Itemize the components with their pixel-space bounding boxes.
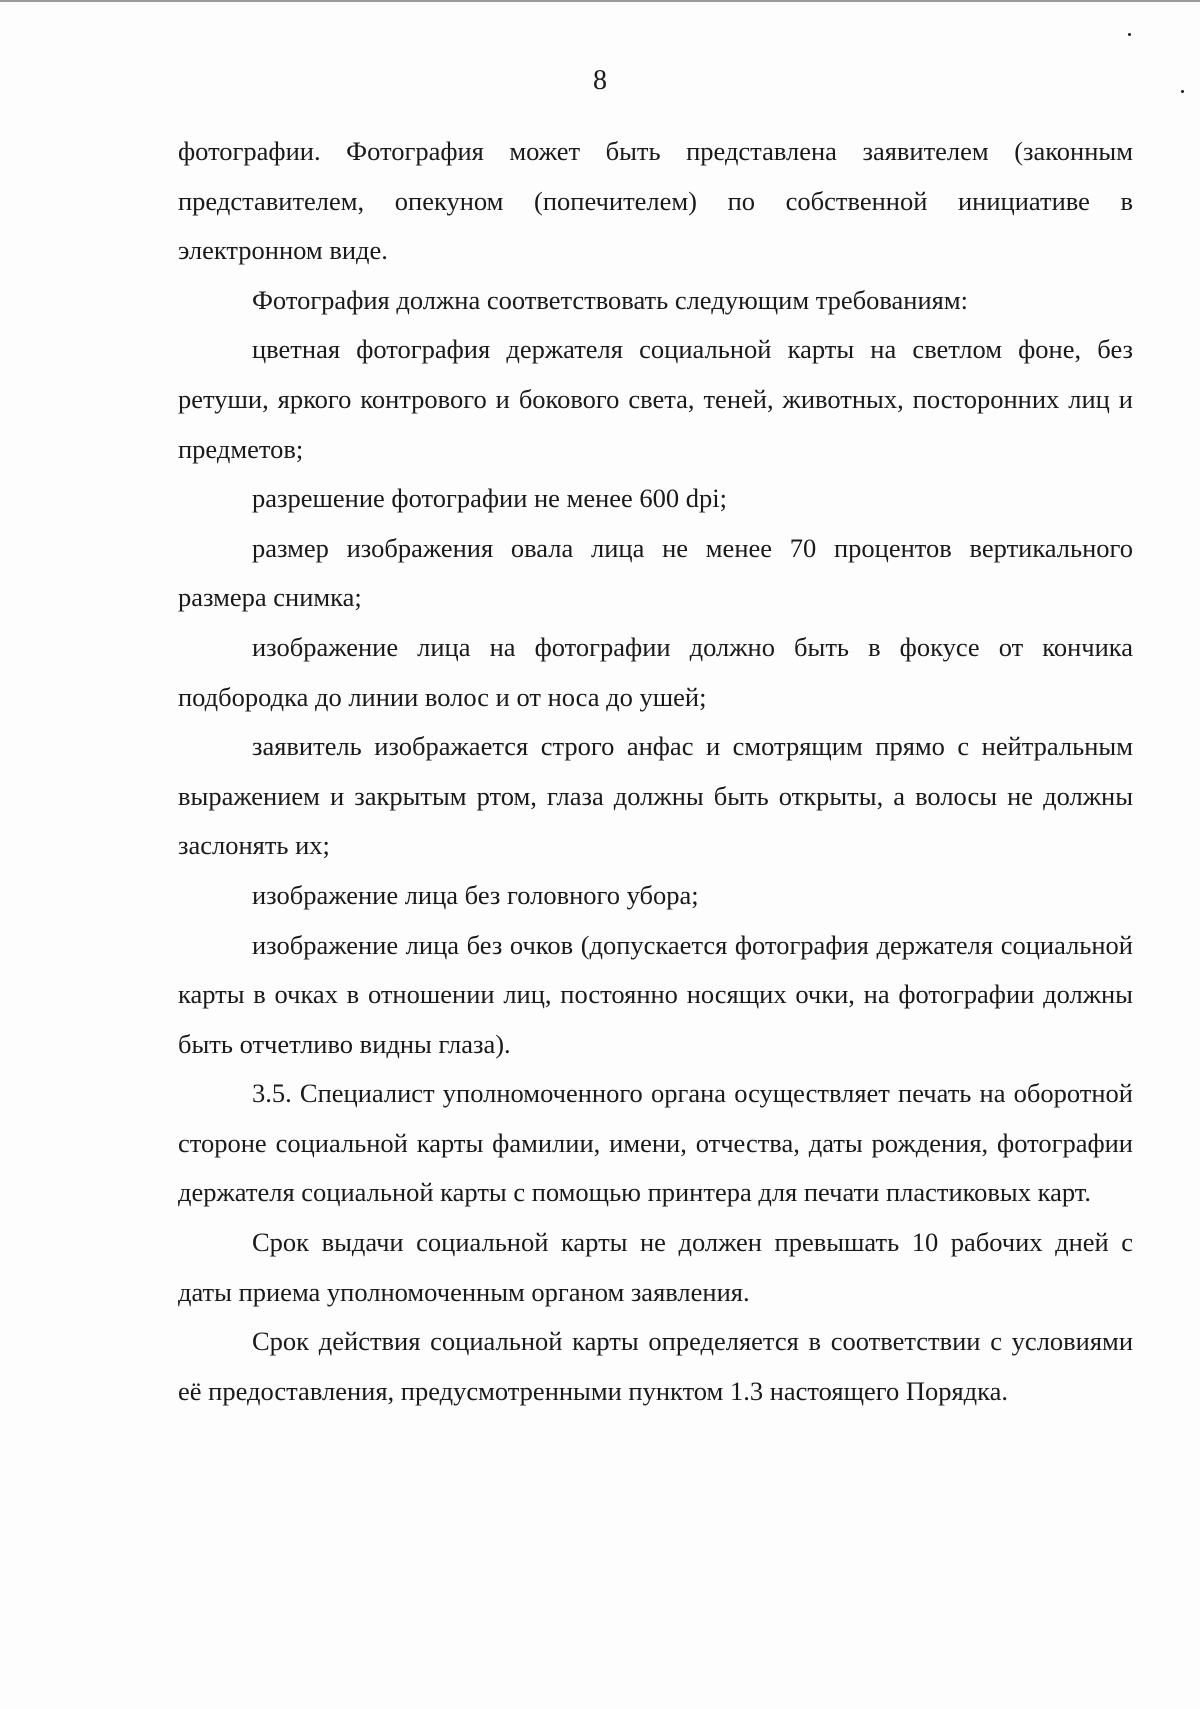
paragraph-validity-term: Срок действия социальной карты определяется в соответствии с условиями её предоставления, предусмотренными пунктом 1.3 настоящего Порядка. xyxy=(178,1326,1133,1406)
paragraph-face-oval-size: размер изображения овала лица не менее 70 процентов вертикального размера снимка; xyxy=(178,532,1133,613)
paragraph-issue-term: Срок выдачи социальной карты не должен превышать 10 рабочих дней с даты приема уполномоченным органом заявления. xyxy=(178,1227,1133,1307)
scan-speck xyxy=(1181,90,1184,93)
document-body xyxy=(178,127,1133,1416)
paragraph-pose: заявитель изображается строго анфас и смотрящим прямо с нейтральным выражением и закрытым ртом, глаза должны быть открыты, а волосы не должны заслонять их; xyxy=(178,731,1133,861)
paragraph-color-photo: цветная фотография держателя социальной карты на светлом фоне, без ретуши, яркого контрового и бокового света, теней, животных, посторонних лиц и предметов; xyxy=(178,334,1133,464)
paragraph-resolution: разрешение фотографии не менее 600 dpi; xyxy=(252,483,728,514)
scan-top-edge xyxy=(0,0,1200,2)
paragraph-section-3-5: 3.5. Специалист уполномоченного органа осуществляет печать на оборотной стороне социальной карты фамилии, имени, отчества, даты рождения, фотографии держателя социальной карты с помощью принтера для печати пластиковых карт. xyxy=(178,1078,1133,1208)
paragraph-photo-requirements: Фотография должна соответствовать следующим требованиям: xyxy=(252,284,968,315)
paragraph-photo-submission: фотографии. Фотография может быть представлена заявителем (законным представителем, опекуном (попечителем) по собственной инициативе в электронном виде. xyxy=(178,136,1133,266)
paragraph-focus: изображение лица на фотографии должно быть в фокусе от кончика подбородка до линии волос и от носа до ушей; xyxy=(178,631,1133,712)
paragraph-no-glasses: изображение лица без очков (допускается фотография держателя социальной карты в очках в отношении лиц, постоянно носящих очки, на фотографии должны быть отчетливо видны глаза). xyxy=(178,929,1133,1059)
page-number: 8 xyxy=(593,65,607,96)
paragraph-no-headwear: изображение лица без головного убора; xyxy=(252,879,699,910)
scan-speck xyxy=(1128,33,1131,36)
